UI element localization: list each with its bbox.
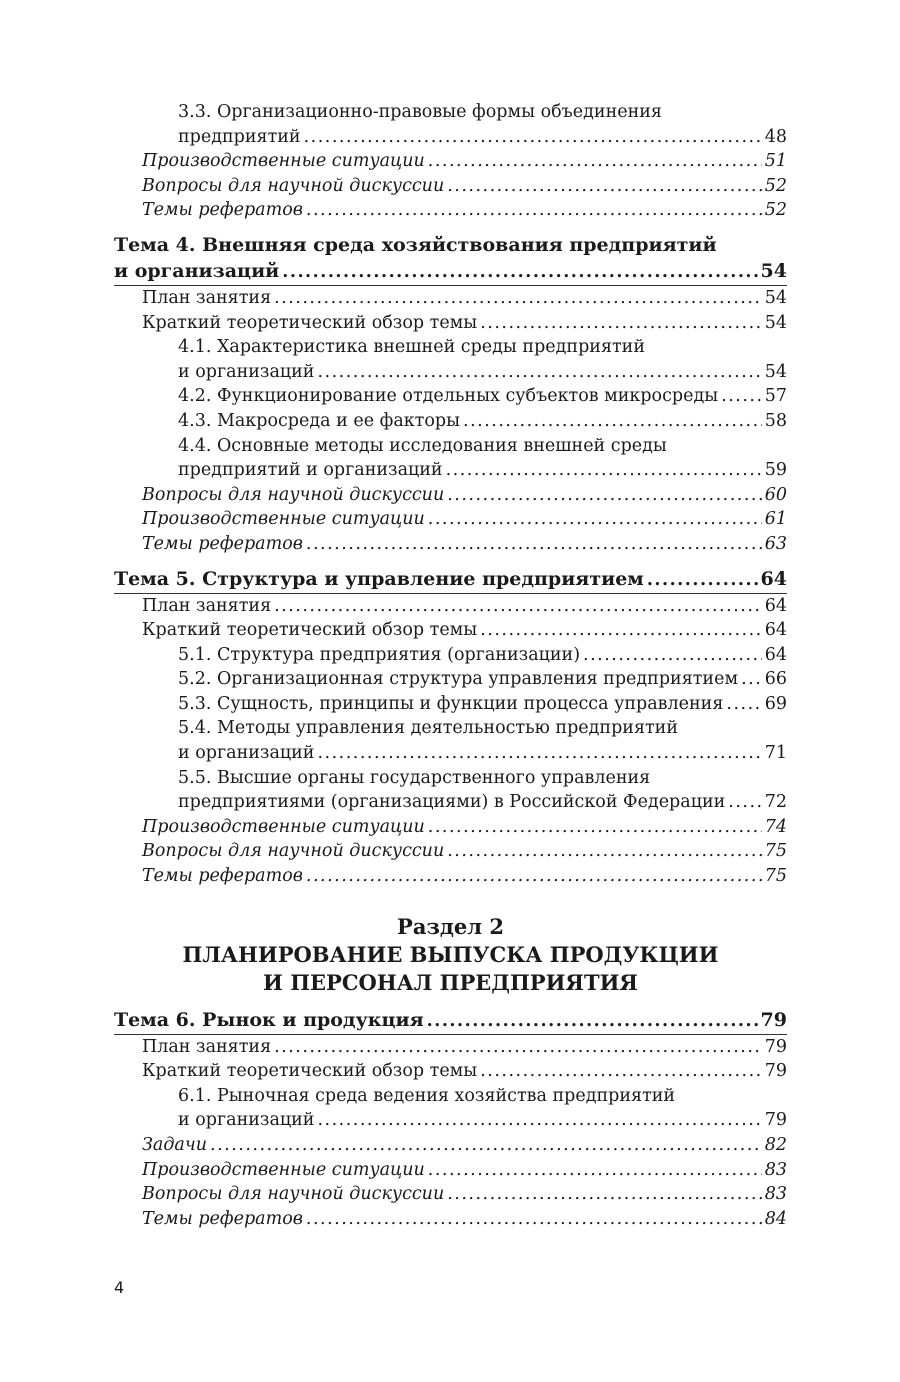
page-ref: 79 <box>764 1061 787 1082</box>
toc-entry-6-1[interactable]: и организаций ..... 79 <box>114 1108 787 1133</box>
toc-entry-essays-4[interactable]: Темы рефератов ..... 63 <box>114 532 787 557</box>
topic-6-title[interactable]: Тема 6. Рынок и продукция ..... 79 <box>114 1007 787 1035</box>
toc-entry-5-3[interactable]: 5.3. Сущность, принципы и функции процесса управления ..... 69 <box>114 692 787 717</box>
toc-entry-4-2[interactable]: 4.2. Функционирование отдельных субъектов микросреды ..... 57 <box>114 384 787 409</box>
section-2-heading <box>114 913 787 997</box>
toc-entry-discussion-6[interactable]: Вопросы для научной дискуссии ..... 83 <box>114 1182 787 1207</box>
toc-entry-3-3-line1: 3.3. Организационно-правовые формы объединения <box>178 102 662 122</box>
page-ref: 59 <box>764 460 787 481</box>
page-ref: 83 <box>764 1159 787 1180</box>
page-ref: 48 <box>764 126 787 147</box>
section-2-title-line1: ПЛАНИРОВАНИЕ ВЫПУСКА ПРОДУКЦИИ <box>182 941 719 967</box>
page-ref: 64 <box>764 620 787 641</box>
toc-entry-review-4[interactable]: Краткий теоретический обзор темы ..... 54 <box>114 311 787 336</box>
toc-entry-discussion-5[interactable]: Вопросы для научной дискуссии ..... 75 <box>114 839 787 864</box>
topic-4-title[interactable]: и организаций ..... 54 <box>114 258 787 286</box>
toc-entry-discussion-4[interactable]: Вопросы для научной дискуссии ..... 60 <box>114 483 787 508</box>
toc-entry-3-3[interactable]: предприятий ..... 48 <box>114 125 787 150</box>
page-ref: 66 <box>764 669 787 690</box>
toc-entry-5-1[interactable]: 5.1. Структура предприятия (организации) ..... 64 <box>114 643 787 668</box>
page-ref: 64 <box>764 595 787 616</box>
toc-entry-4-1[interactable]: и организаций ..... 54 <box>114 360 787 385</box>
topic-4-title-line1: Тема 4. Внешняя среда хозяйствования предприятий <box>114 233 717 256</box>
toc-entry-situations-6[interactable]: Производственные ситуации ..... 83 <box>114 1158 787 1183</box>
toc-entry-plan-4[interactable]: План занятия ..... 54 <box>114 286 787 311</box>
page-ref: 61 <box>764 509 787 530</box>
page-ref: 63 <box>764 533 787 554</box>
page-ref: 52 <box>764 175 787 196</box>
toc-entry-essays-3[interactable]: Темы рефератов ..... 52 <box>114 198 787 223</box>
toc-entry-4-1-line1: 4.1. Характеристика внешней среды предприятий <box>178 337 645 358</box>
table-of-contents <box>114 100 787 1231</box>
page-ref: 60 <box>764 484 787 505</box>
page-ref: 75 <box>764 841 787 862</box>
page-ref: 79 <box>764 1036 787 1057</box>
toc-entry-4-3[interactable]: 4.3. Макросреда и ее факторы ..... 58 <box>114 409 787 434</box>
page-ref: 79 <box>760 1008 787 1031</box>
page-ref: 58 <box>764 410 787 431</box>
page-ref: 83 <box>764 1184 787 1205</box>
toc-entry-5-4[interactable]: и организаций ..... 71 <box>114 741 787 766</box>
toc-entry-5-4-line1: 5.4. Методы управления деятельностью предприятий <box>178 718 679 739</box>
toc-entry-4-4[interactable]: предприятий и организаций ..... 59 <box>114 458 787 483</box>
page-ref: 72 <box>764 792 787 813</box>
page-ref: 54 <box>764 312 787 333</box>
toc-entry-tasks-6[interactable]: Задачи ..... 82 <box>114 1133 787 1158</box>
toc-entry-discussion-3[interactable]: Вопросы для научной дискуссии ..... 52 <box>114 174 787 199</box>
toc-entry-6-1-line1: 6.1. Рыночная среда ведения хозяйства предприятий <box>178 1085 676 1106</box>
page-ref: 51 <box>764 151 787 172</box>
toc-entry-situations-5[interactable]: Производственные ситуации ..... 74 <box>114 815 787 840</box>
page-ref: 57 <box>764 386 787 407</box>
page-ref: 54 <box>764 361 787 382</box>
toc-entry-essays-6[interactable]: Темы рефератов ..... 84 <box>114 1207 787 1232</box>
toc-entry-5-2[interactable]: 5.2. Организационная структура управления предприятием ..... 66 <box>114 667 787 692</box>
toc-entry-plan-5[interactable]: План занятия ..... 64 <box>114 594 787 619</box>
page-ref: 84 <box>764 1208 787 1229</box>
toc-entry-plan-6[interactable]: План занятия ..... 79 <box>114 1035 787 1060</box>
toc-entry-situations-3[interactable]: Производственные ситуации ..... 51 <box>114 149 787 174</box>
page-ref: 71 <box>764 743 787 764</box>
page-ref: 64 <box>760 567 787 590</box>
page-ref: 74 <box>764 816 787 837</box>
section-2-number: Раздел 2 <box>397 913 504 939</box>
toc-entry-4-4-line1: 4.4. Основные методы исследования внешней среды <box>178 435 667 456</box>
page-ref: 52 <box>764 200 787 221</box>
section-2-title-line2: И ПЕРСОНАЛ ПРЕДПРИЯТИЯ <box>263 969 638 995</box>
topic-5-title[interactable]: Тема 5. Структура и управление предприятием ..... 64 <box>114 566 787 594</box>
toc-entry-situations-4[interactable]: Производственные ситуации ..... 61 <box>114 507 787 532</box>
page-ref: 54 <box>760 259 787 282</box>
page-ref: 69 <box>764 693 787 714</box>
page-ref: 82 <box>764 1135 787 1155</box>
page-ref: 79 <box>764 1110 787 1131</box>
page-number: 4 <box>114 1278 125 1297</box>
page-ref: 54 <box>764 287 787 308</box>
toc-entry-5-5-line1: 5.5. Высшие органы государственного управления <box>178 767 651 788</box>
toc-entry-5-5[interactable]: предприятиями (организациями) в Российской Федерации ..... 72 <box>114 790 787 815</box>
page-ref: 75 <box>764 866 787 887</box>
page-ref: 64 <box>764 644 787 665</box>
toc-entry-review-5[interactable]: Краткий теоретический обзор темы ..... 64 <box>114 618 787 643</box>
toc-entry-review-6[interactable]: Краткий теоретический обзор темы ..... 79 <box>114 1059 787 1084</box>
toc-entry-essays-5[interactable]: Темы рефератов ..... 75 <box>114 864 787 889</box>
